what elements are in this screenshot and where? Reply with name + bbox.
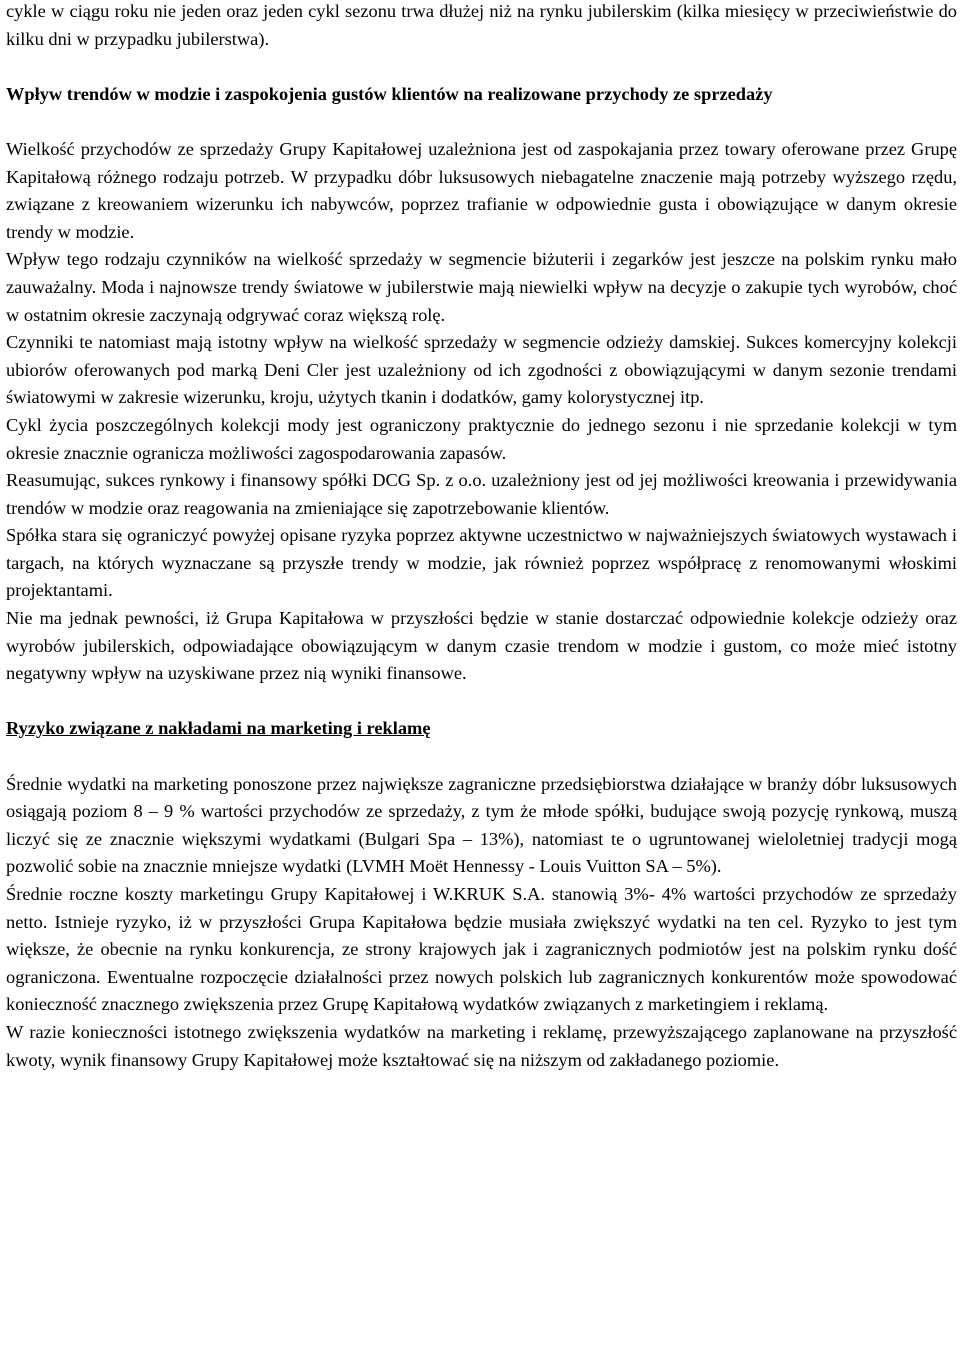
- paragraph: Spółka stara się ograniczyć powyżej opisane ryzyka poprzez aktywne uczestnictwo w najważniejszych światowych wystawach i targach, na których wyznaczane są przyszłe trendy w modzie, jak również poprzez współpracę z renomowanymi włoskimi projektantami.: [6, 525, 957, 601]
- intro-paragraph: cykle w ciągu roku nie jeden oraz jeden cykl sezonu trwa dłużej niż na rynku jubilerskim (kilka miesięcy w przeciwieństwie do kilku dni w przypadku jubilerstwa).: [6, 1, 957, 49]
- paragraph: Wielkość przychodów ze sprzedaży Grupy Kapitałowej uzależniona jest od zaspokajania przez towary oferowane przez Grupę Kapitałową różnego rodzaju potrzeb. W przypadku dóbr luksusowych niebagatelne znaczenie mają potrzeby wyższego rzędu, związane z kreowaniem wizerunku ich nabywców, poprzez trafianie w odpowiednie gusta i obowiązujące w danym okresie trendy w modzie.: [6, 138, 957, 242]
- paragraph: W razie konieczności istotnego zwiększenia wydatków na marketing i reklamę, przewyższającego zaplanowane na przyszłość kwoty, wynik finansowy Grupy Kapitałowej może kształtować się na niższym od zakładanego poziomie.: [6, 1021, 957, 1070]
- spacer: [6, 108, 957, 136]
- spacer: [6, 53, 957, 81]
- spacer: [6, 688, 957, 716]
- paragraph: Średnie wydatki na marketing ponoszone przez największe zagraniczne przedsiębiorstwa działające w branży dóbr luksusowych osiągają poziom 8 – 9 % wartości przychodów ze sprzedaży, z tym że młode spółki, budujące swoją pozycję rynkową, muszą liczyć się ze znacznie większymi wydatkami (Bulgari Spa – 13%), natomiast te o ugruntowanej wieloletniej tradycji mogą pozwolić sobie na znacznie mniejsze wydatki (LVMH Moët Hennessy - Louis Vuitton SA – 5%).: [6, 773, 957, 877]
- paragraph: Czynniki te natomiast mają istotny wpływ na wielkość sprzedaży w segmencie odzieży damskiej. Sukces komercyjny kolekcji ubiorów oferowanych pod marką Deni Cler jest uzależniony od ich zgodności z obowiązującymi w danym sezonie trendami światowymi w zakresie wizerunku, kroju, użytych tkanin i dodatków, gamy kolorystycznej itp.: [6, 332, 957, 408]
- document-page: [6, 0, 957, 1074]
- paragraph: Reasumując, sukces rynkowy i finansowy spółki DCG Sp. z o.o. uzależniony jest od jej możliwości kreowania i przewidywania trendów w modzie oraz reagowania na zmieniające się zapotrzebowanie klientów.: [6, 470, 957, 518]
- section-heading-trends: Wpływ trendów w modzie i zaspokojenia gustów klientów na realizowane przychody ze sprzedaży: [6, 83, 773, 104]
- paragraph: Nie ma jednak pewności, iż Grupa Kapitałowa w przyszłości będzie w stanie dostarczać odpowiednie kolekcje odzieży oraz wyrobów jubilerskich, odpowiadające obowiązującym w danym czasie trendom w modzie i gustom, co może mieć istotny negatywny wpływ na uzyskiwane przez nią wyniki finansowe.: [6, 608, 957, 684]
- paragraph: Wpływ tego rodzaju czynników na wielkość sprzedaży w segmencie biżuterii i zegarków jest jeszcze na polskim rynku mało zauważalny. Moda i najnowsze trendy światowe w jubilerstwie mają niewielki wpływ na decyzje o zakupie tych wyrobów, choć w ostatnim okresie zaczynają odgrywać coraz większą rolę.: [6, 249, 957, 325]
- section-heading-marketing: Ryzyko związane z nakładami na marketing i reklamę: [6, 718, 431, 739]
- paragraph: Średnie roczne koszty marketingu Grupy Kapitałowej i W.KRUK S.A. stanowią 3%- 4% wartości przychodów ze sprzedaży netto. Istnieje ryzyko, iż w przyszłości Grupa Kapitałowa będzie musiała zwiększyć wydatki na ten cel. Ryzyko to jest tym większe, że obecnie na rynku konkurencja, ze strony krajowych jak i zagranicznych podmiotów jest na polskim rynku dość ograniczona. Ewentualne rozpoczęcie działalności przez nowych polskich lub zagranicznych konkurentów może spowodować konieczność znacznego zwiększenia przez Grupę Kapitałową wydatków związanych z marketingiem i reklamą.: [6, 884, 957, 1015]
- spacer: [6, 743, 957, 771]
- paragraph: Cykl życia poszczególnych kolekcji mody jest ograniczony praktycznie do jednego sezonu i nie sprzedanie kolekcji w tym okresie znacznie ogranicza możliwości zagospodarowania zapasów.: [6, 414, 957, 463]
